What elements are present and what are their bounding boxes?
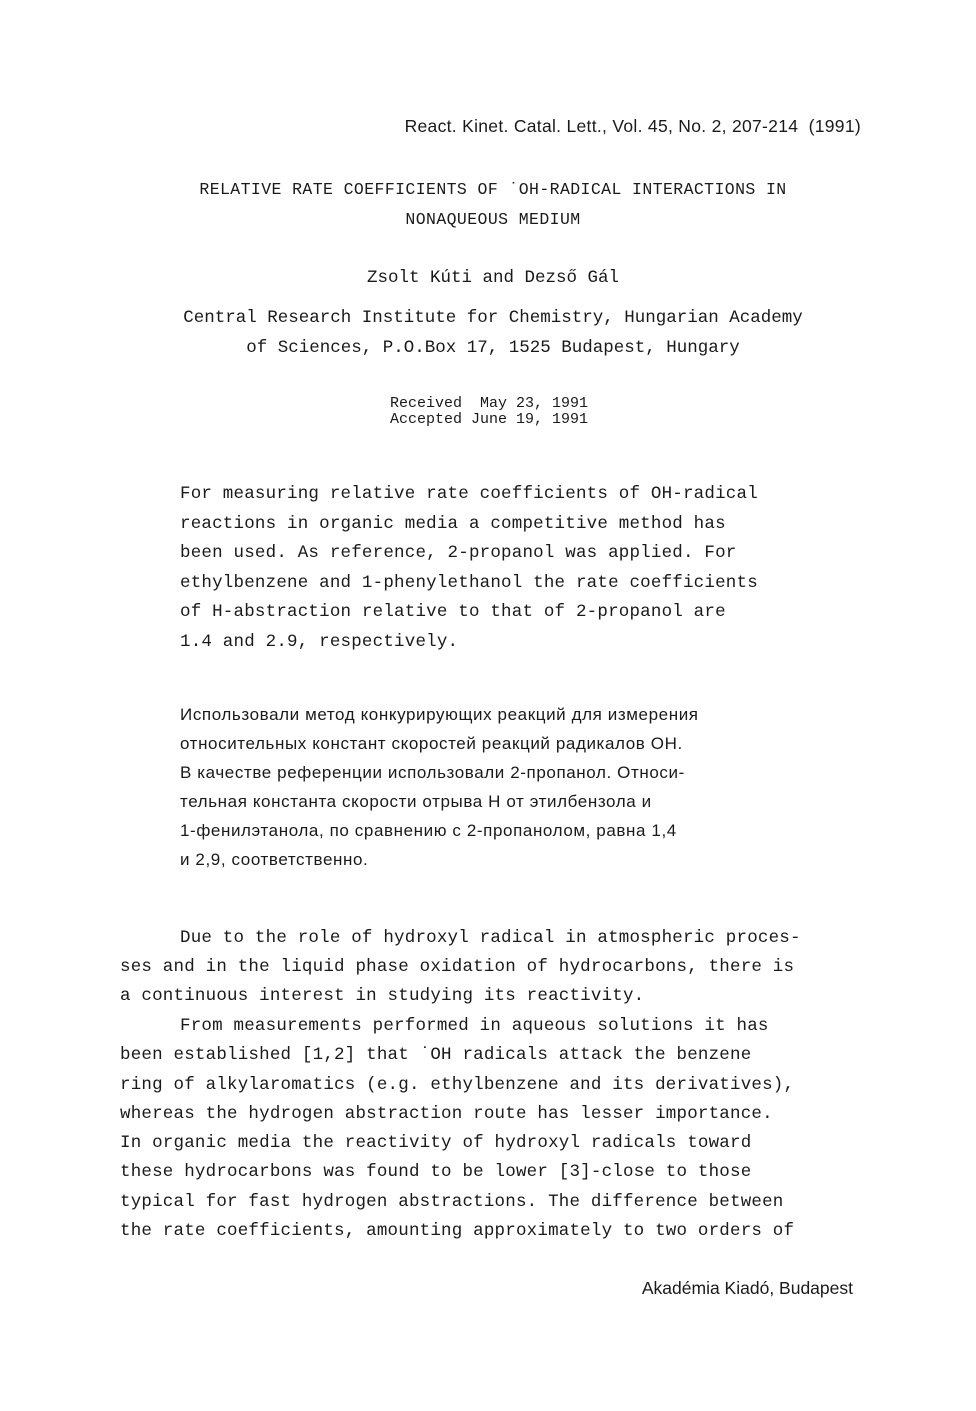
abstract-ru-line: и 2,9, соответственно. — [180, 850, 369, 869]
journal-citation: React. Kinet. Catal. Lett., Vol. 45, No. 2, 207-214 (1991) — [404, 116, 861, 136]
body-text-line: a continuous interest in studying its reactivity. — [120, 986, 645, 1006]
abstract-en-line: ethylbenzene and 1-phenylethanol the rate coefficients — [180, 573, 758, 593]
paper-title-line-1: RELATIVE RATE COEFFICIENTS OF ˙OH-RADICAL INTERACTIONS IN — [199, 180, 787, 199]
abstract-ru-line: тельная константа скорости отрыва Н от этилбензола и — [180, 792, 652, 811]
paper-title-line-2: NONAQUEOUS MEDIUM — [405, 210, 581, 229]
abstract-en-line: of H-abstraction relative to that of 2-propanol are — [180, 602, 726, 622]
abstract-ru-line: относительных констант скоростей реакций радикалов ОН. — [180, 734, 683, 753]
received-date: Received May 23, 1991 — [390, 395, 589, 412]
abstract-en-line: For measuring relative rate coefficients of OH-radical — [180, 484, 758, 504]
abstract-ru-line: В качестве референции использовали 2-пропанол. Относи- — [180, 763, 685, 782]
accepted-date: Accepted June 19, 1991 — [390, 411, 589, 428]
body-text-line: In organic media the reactivity of hydroxyl radicals toward — [120, 1133, 752, 1153]
body-text-line: been established [1,2] that ˙OH radicals attack the benzene — [120, 1045, 752, 1065]
body-text-line: the rate coefficients, amounting approximately to two orders of — [120, 1221, 795, 1241]
affiliation-line-1: Central Research Institute for Chemistry, Hungarian Academy — [183, 308, 803, 328]
body-text-line: ring of alkylaromatics (e.g. ethylbenzene and its derivatives), — [120, 1075, 795, 1095]
body-text-line: Due to the role of hydroxyl radical in atmospheric proces- — [180, 928, 801, 948]
abstract-ru-line: Использовали метод конкурирующих реакций для измерения — [180, 705, 699, 724]
affiliation-line-2: of Sciences, P.O.Box 17, 1525 Budapest, Hungary — [246, 338, 740, 358]
authors: Zsolt Kúti and Dezső Gál — [366, 268, 620, 288]
abstract-en-line: reactions in organic media a competitive method has — [180, 514, 726, 534]
abstract-ru-line: 1-фенилэтанола, по сравнению с 2-пропанолом, равна 1,4 — [180, 821, 677, 840]
abstract-en-line: been used. As reference, 2-propanol was applied. For — [180, 543, 737, 563]
body-text-line: these hydrocarbons was found to be lower [3]-close to those — [120, 1162, 752, 1182]
body-text-line: ses and in the liquid phase oxidation of hydrocarbons, there is — [120, 957, 795, 977]
body-text-line: typical for fast hydrogen abstractions. The difference between — [120, 1192, 784, 1212]
abstract-en-line: 1.4 and 2.9, respectively. — [180, 632, 459, 652]
publisher: Akadémia Kiadó, Budapest — [641, 1278, 853, 1298]
body-text-line: whereas the hydrogen abstraction route has lesser importance. — [120, 1104, 773, 1124]
body-text-line: From measurements performed in aqueous solutions it has — [180, 1016, 769, 1036]
